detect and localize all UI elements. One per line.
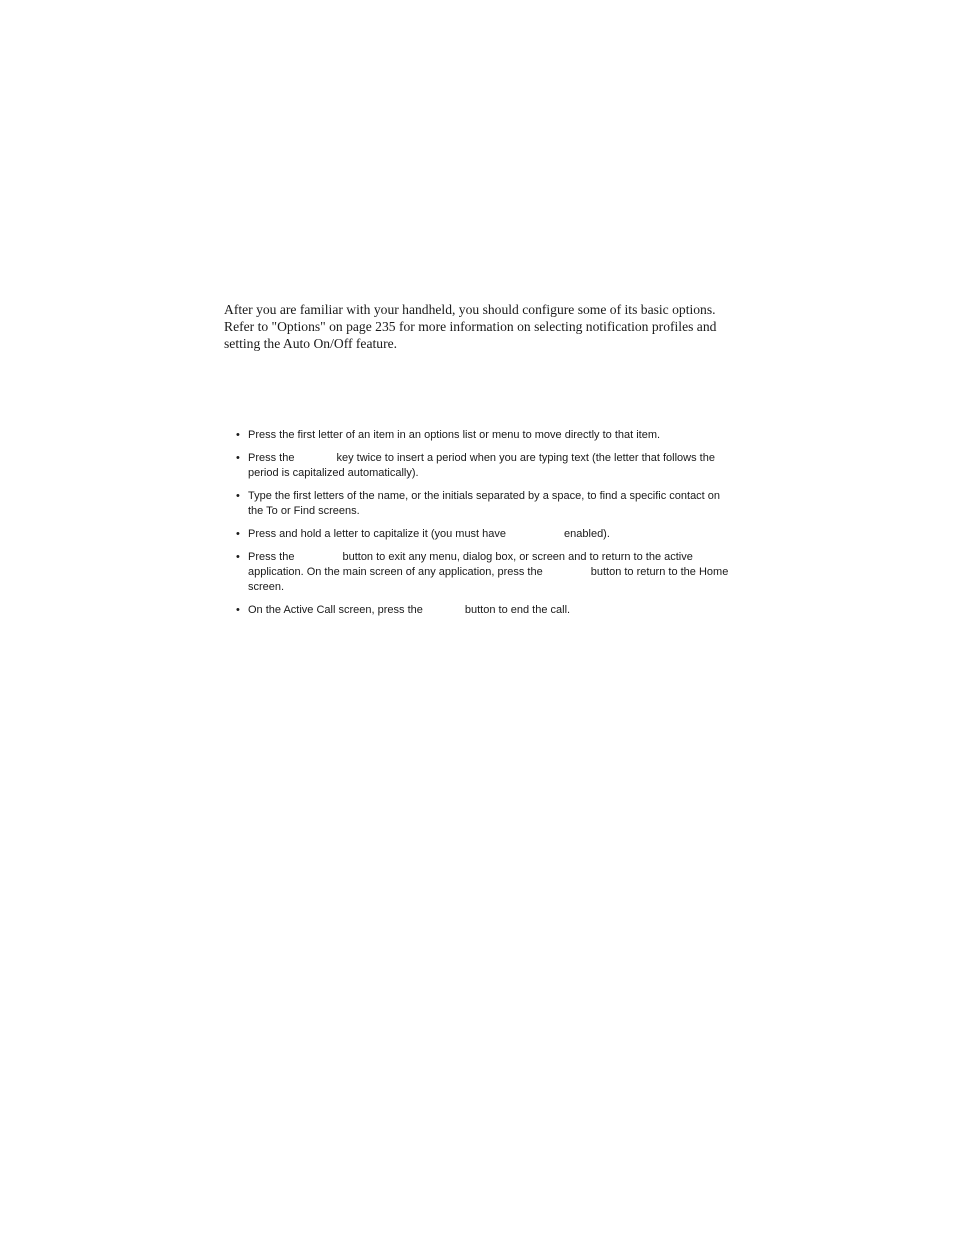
tip-text <box>248 550 736 595</box>
tip-segment: Press the <box>248 551 295 563</box>
tip-segment: button to return to the Home screen. <box>248 566 729 593</box>
tip-text <box>248 428 736 443</box>
bullet-icon: • <box>236 429 240 441</box>
list-item <box>236 428 736 443</box>
bullet-icon: • <box>236 490 240 502</box>
tip-segment: key twice to insert a period when you are typing text (the letter that follows the period is capitalized automatically). <box>248 452 715 479</box>
intro-paragraph: After you are familiar with your handheld, you should configure some of its basic options. Refer to "Options" on page 235 for more information on selecting notification profiles and setting the Auto On/Off feature. <box>224 302 717 351</box>
tip-segment: enabled). <box>564 528 610 540</box>
tip-segment: button to end the call. <box>464 604 571 616</box>
bullet-icon: • <box>236 452 240 464</box>
list-item <box>236 550 736 595</box>
tip-segment: Press the first letter of an item in an options list or menu to move directly to that item. <box>248 429 661 441</box>
tips-list <box>236 428 736 626</box>
bullet-icon: • <box>236 528 240 540</box>
tip-segment: On the Active Call screen, press the <box>248 604 423 616</box>
tip-text <box>248 451 736 481</box>
tip-text <box>248 489 736 519</box>
tip-text <box>248 603 736 618</box>
bullet-icon: • <box>236 551 240 563</box>
tip-text <box>248 527 736 542</box>
list-item <box>236 489 736 519</box>
tip-segment: button to exit any menu, dialog box, or screen and to return to the active application. On the main screen of any application, press the <box>248 551 693 578</box>
tip-segment: Press and hold a letter to capitalize it (you must have <box>248 528 507 540</box>
list-item <box>236 451 736 481</box>
list-item <box>236 603 736 618</box>
tip-segment: Type the first letters of the name, or the initials separated by a space, to find a specific contact on the To or Find screens. <box>248 490 721 517</box>
tip-segment: Press the <box>248 452 295 464</box>
list-item <box>236 527 736 542</box>
bullet-icon: • <box>236 604 240 616</box>
